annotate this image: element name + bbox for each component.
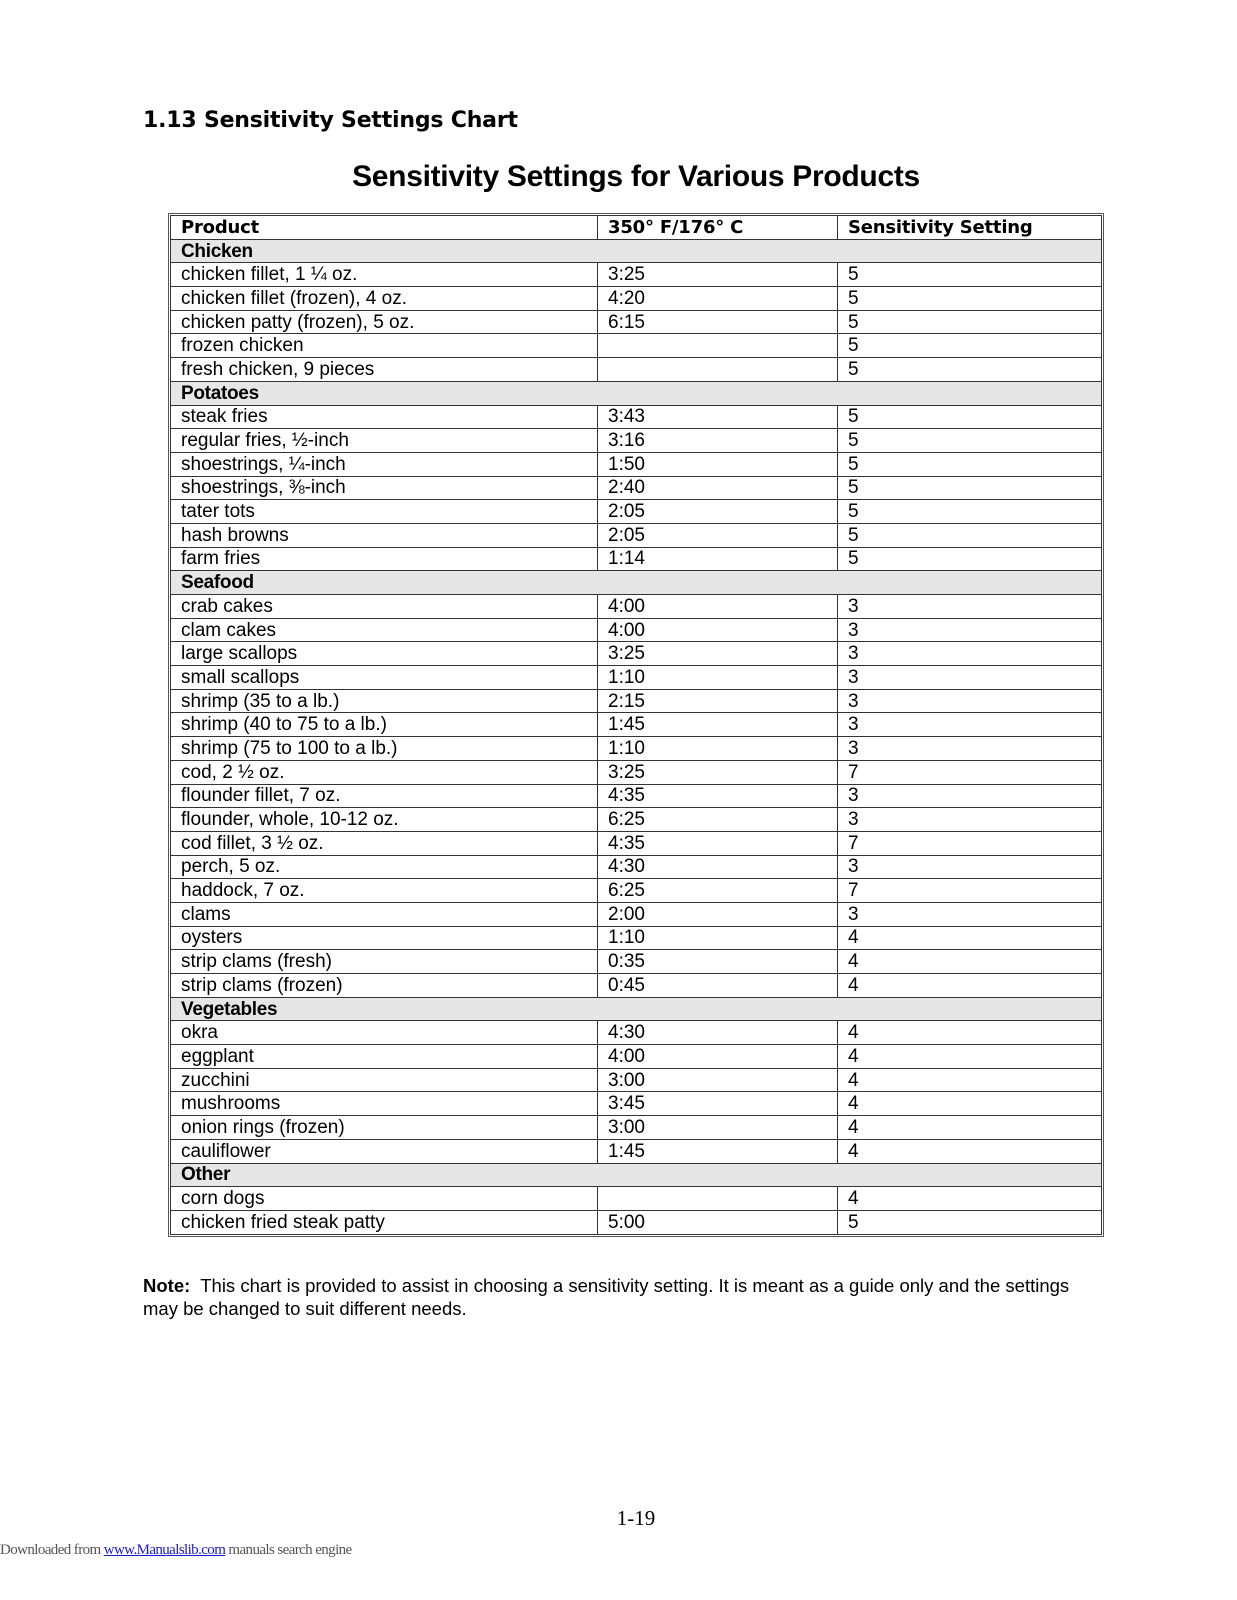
table-row — [171, 784, 1102, 808]
sensitivity-cell: 3 — [838, 855, 1102, 879]
cook-time-cell: 3:00 — [598, 1068, 838, 1092]
table-row — [171, 666, 1102, 690]
table-row — [171, 1092, 1102, 1116]
sensitivity-cell: 5 — [838, 263, 1102, 287]
sensitivity-cell: 3 — [838, 902, 1102, 926]
product-cell: cod fillet, 3 ½ oz. — [171, 831, 598, 855]
table-row — [171, 760, 1102, 784]
cook-time-cell: 4:00 — [598, 595, 838, 619]
table-row — [171, 310, 1102, 334]
category-label: Seafood — [171, 571, 1102, 595]
product-cell: chicken fillet (frozen), 4 oz. — [171, 287, 598, 311]
sensitivity-cell: 7 — [838, 760, 1102, 784]
cook-time-cell: 1:10 — [598, 737, 838, 761]
category-label: Vegetables — [171, 997, 1102, 1021]
document-title: Sensitivity Settings for Various Products — [352, 160, 920, 193]
cook-time-cell: 2:05 — [598, 500, 838, 524]
sensitivity-cell: 5 — [838, 429, 1102, 453]
table-row — [171, 334, 1102, 358]
table-body — [171, 239, 1102, 1234]
table-row — [171, 500, 1102, 524]
sensitivity-cell: 4 — [838, 1092, 1102, 1116]
manualslib-link[interactable]: www.Manualslib.com — [103, 1542, 226, 1558]
product-cell: large scallops — [171, 642, 598, 666]
category-label: Potatoes — [171, 381, 1102, 405]
sensitivity-cell: 4 — [838, 950, 1102, 974]
product-cell: cod, 2 ½ oz. — [171, 760, 598, 784]
note-text: This chart is provided to assist in choosing a sensitivity setting. It is meant as a guide only and the settings may be changed to suit different needs. — [143, 1275, 1070, 1319]
cook-time-cell: 5:00 — [598, 1210, 838, 1234]
category-label: Chicken — [171, 239, 1102, 263]
table-row — [171, 547, 1102, 571]
table-header-row — [171, 216, 1102, 240]
cook-time-cell: 0:45 — [598, 974, 838, 998]
product-cell: shoestrings, ⅜-inch — [171, 476, 598, 500]
product-cell: hash browns — [171, 523, 598, 547]
table-row — [171, 476, 1102, 500]
cook-time-cell: 4:30 — [598, 1021, 838, 1045]
sensitivity-cell: 5 — [838, 547, 1102, 571]
product-cell: shrimp (75 to 100 to a lb.) — [171, 737, 598, 761]
sensitivity-cell: 4 — [838, 1187, 1102, 1211]
table-row — [171, 595, 1102, 619]
sensitivity-cell: 5 — [838, 334, 1102, 358]
product-cell: clam cakes — [171, 618, 598, 642]
table-row — [171, 808, 1102, 832]
sensitivity-cell: 5 — [838, 358, 1102, 382]
sensitivity-cell: 4 — [838, 1116, 1102, 1140]
product-cell: frozen chicken — [171, 334, 598, 358]
cook-time-cell: 6:15 — [598, 310, 838, 334]
cook-time-cell: 2:40 — [598, 476, 838, 500]
table-row — [171, 405, 1102, 429]
cook-time-cell: 3:45 — [598, 1092, 838, 1116]
cook-time-cell: 0:35 — [598, 950, 838, 974]
sensitivity-cell: 3 — [838, 737, 1102, 761]
table-row — [171, 950, 1102, 974]
category-label: Other — [171, 1163, 1102, 1187]
sensitivity-cell: 3 — [838, 713, 1102, 737]
table-row — [171, 358, 1102, 382]
product-cell: small scallops — [171, 666, 598, 690]
product-cell: crab cakes — [171, 595, 598, 619]
sensitivity-cell: 5 — [838, 523, 1102, 547]
cook-time-cell: 4:00 — [598, 1045, 838, 1069]
sensitivity-cell: 3 — [838, 595, 1102, 619]
footer-suffix: manuals search engine — [225, 1542, 352, 1558]
category-row — [171, 381, 1102, 405]
sensitivity-cell: 3 — [838, 618, 1102, 642]
sensitivity-cell: 5 — [838, 452, 1102, 476]
table-row — [171, 879, 1102, 903]
table-row — [171, 263, 1102, 287]
sensitivity-cell: 4 — [838, 1045, 1102, 1069]
cook-time-cell: 4:35 — [598, 784, 838, 808]
sensitivity-cell: 7 — [838, 831, 1102, 855]
sensitivity-cell: 5 — [838, 1210, 1102, 1234]
sensitivity-cell: 4 — [838, 1068, 1102, 1092]
cook-time-cell: 1:14 — [598, 547, 838, 571]
product-cell: chicken fillet, 1 ¼ oz. — [171, 263, 598, 287]
cook-time-cell — [598, 358, 838, 382]
sensitivity-cell: 4 — [838, 926, 1102, 950]
cook-time-cell: 3:00 — [598, 1116, 838, 1140]
cook-time-cell: 3:25 — [598, 263, 838, 287]
product-cell: strip clams (fresh) — [171, 950, 598, 974]
table-row — [171, 618, 1102, 642]
cook-time-cell: 3:25 — [598, 760, 838, 784]
cook-time-cell: 2:15 — [598, 689, 838, 713]
note-label: Note: — [143, 1275, 191, 1296]
cook-time-cell: 3:43 — [598, 405, 838, 429]
table-row — [171, 1139, 1102, 1163]
category-row — [171, 571, 1102, 595]
product-cell: eggplant — [171, 1045, 598, 1069]
product-cell: shrimp (40 to 75 to a lb.) — [171, 713, 598, 737]
table-row — [171, 452, 1102, 476]
product-cell: shoestrings, ¼-inch — [171, 452, 598, 476]
table-row — [171, 1045, 1102, 1069]
product-cell: corn dogs — [171, 1187, 598, 1211]
cook-time-cell: 1:45 — [598, 713, 838, 737]
cook-time-cell: 1:50 — [598, 452, 838, 476]
table-row — [171, 1187, 1102, 1211]
category-row — [171, 997, 1102, 1021]
product-cell: regular fries, ½-inch — [171, 429, 598, 453]
table-row — [171, 1021, 1102, 1045]
product-cell: clams — [171, 902, 598, 926]
sensitivity-cell: 5 — [838, 476, 1102, 500]
cook-time-cell: 1:10 — [598, 666, 838, 690]
cook-time-cell: 4:00 — [598, 618, 838, 642]
table-row — [171, 429, 1102, 453]
table-row — [171, 523, 1102, 547]
sensitivity-cell: 4 — [838, 974, 1102, 998]
product-cell: zucchini — [171, 1068, 598, 1092]
sensitivity-cell: 4 — [838, 1139, 1102, 1163]
table-row — [171, 287, 1102, 311]
sensitivity-cell: 5 — [838, 500, 1102, 524]
cook-time-cell: 6:25 — [598, 808, 838, 832]
sensitivity-table — [170, 215, 1102, 1235]
product-cell: tater tots — [171, 500, 598, 524]
table-row — [171, 1068, 1102, 1092]
sensitivity-cell: 3 — [838, 642, 1102, 666]
category-row — [171, 239, 1102, 263]
product-cell: strip clams (frozen) — [171, 974, 598, 998]
product-cell: farm fries — [171, 547, 598, 571]
product-cell: flounder, whole, 10-12 oz. — [171, 808, 598, 832]
sensitivity-cell: 3 — [838, 784, 1102, 808]
footer-prefix: Downloaded from — [0, 1542, 104, 1558]
product-cell: okra — [171, 1021, 598, 1045]
table-row — [171, 902, 1102, 926]
category-row — [171, 1163, 1102, 1187]
product-cell: oysters — [171, 926, 598, 950]
product-cell: onion rings (frozen) — [171, 1116, 598, 1140]
cook-time-cell: 1:10 — [598, 926, 838, 950]
product-cell: cauliflower — [171, 1139, 598, 1163]
table-row — [171, 1210, 1102, 1234]
sensitivity-cell: 5 — [838, 405, 1102, 429]
sensitivity-cell: 4 — [838, 1021, 1102, 1045]
sensitivity-table-frame — [168, 213, 1104, 1237]
product-cell: perch, 5 oz. — [171, 855, 598, 879]
table-row — [171, 974, 1102, 998]
cook-time-cell: 4:30 — [598, 855, 838, 879]
sensitivity-cell: 3 — [838, 666, 1102, 690]
product-cell: mushrooms — [171, 1092, 598, 1116]
product-cell: shrimp (35 to a lb.) — [171, 689, 598, 713]
table-row — [171, 831, 1102, 855]
column-header-sensitivity: Sensitivity Setting — [838, 216, 1102, 240]
section-heading: 1.13 Sensitivity Settings Chart — [143, 108, 518, 133]
download-footer — [0, 1542, 352, 1559]
table-row — [171, 926, 1102, 950]
sensitivity-cell: 3 — [838, 689, 1102, 713]
product-cell: steak fries — [171, 405, 598, 429]
table-row — [171, 713, 1102, 737]
cook-time-cell: 3:25 — [598, 642, 838, 666]
cook-time-cell — [598, 334, 838, 358]
column-header-time: 350° F/176° C — [598, 216, 838, 240]
page-number: 1-19 — [616, 1506, 656, 1530]
table-row — [171, 1116, 1102, 1140]
cook-time-cell — [598, 1187, 838, 1211]
cook-time-cell: 6:25 — [598, 879, 838, 903]
product-cell: chicken fried steak patty — [171, 1210, 598, 1234]
sensitivity-cell: 7 — [838, 879, 1102, 903]
product-cell: haddock, 7 oz. — [171, 879, 598, 903]
cook-time-cell: 3:16 — [598, 429, 838, 453]
sensitivity-cell: 3 — [838, 808, 1102, 832]
product-cell: fresh chicken, 9 pieces — [171, 358, 598, 382]
note — [143, 1274, 1103, 1320]
sensitivity-cell: 5 — [838, 310, 1102, 334]
cook-time-cell: 2:00 — [598, 902, 838, 926]
cook-time-cell: 4:20 — [598, 287, 838, 311]
table-row — [171, 737, 1102, 761]
product-cell: chicken patty (frozen), 5 oz. — [171, 310, 598, 334]
product-cell: flounder fillet, 7 oz. — [171, 784, 598, 808]
table-row — [171, 642, 1102, 666]
column-header-product: Product — [171, 216, 598, 240]
cook-time-cell: 4:35 — [598, 831, 838, 855]
sensitivity-cell: 5 — [838, 287, 1102, 311]
cook-time-cell: 1:45 — [598, 1139, 838, 1163]
table-row — [171, 855, 1102, 879]
table-row — [171, 689, 1102, 713]
cook-time-cell: 2:05 — [598, 523, 838, 547]
